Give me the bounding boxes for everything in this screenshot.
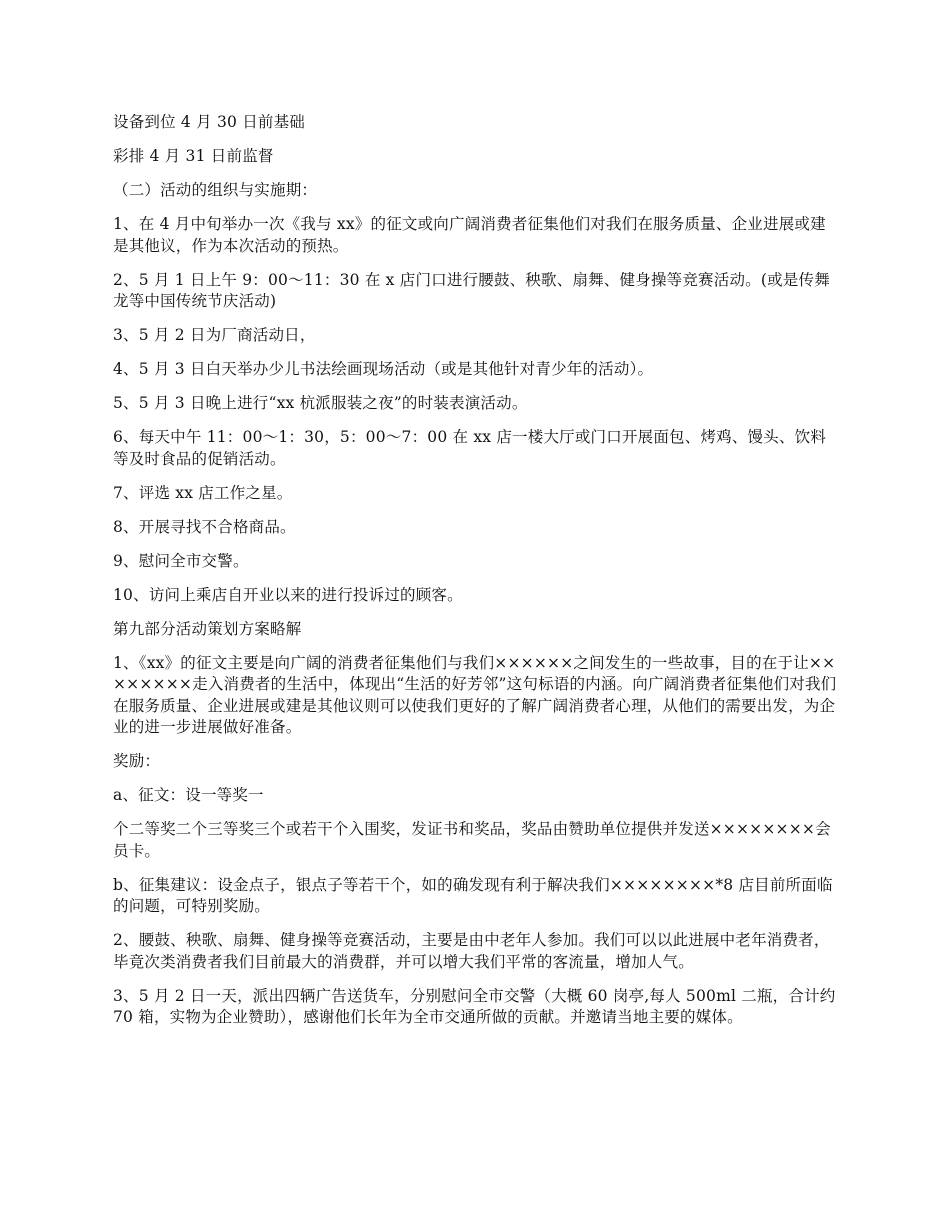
paragraph-item-10: 10、访问上乘店自开业以来的进行投诉过的顾客。 (113, 585, 463, 604)
paragraph-essay-explanation: 1、《xx》的征文主要是向广阔的消费者征集他们与我们××××××之间发生的一些故事，目的在于让××××××××走入消费者的生活中，体现出“生活的好芳邻”这句标语的内涵。向广阔消费者征集他们对我们在服务质量、企业进展或建是其他议则可以使我们更好的了解广阔消费者心理，从他们的需要出发，为企业的进一步进展做好准备。 (113, 653, 837, 736)
paragraph-item-3: 3、5 月 2 日为厂商活动日， (113, 326, 316, 344)
paragraph-item-6: 6、每天中午 11：00～1：30，5：00～7：00 在 xx 店一楼大厅或门口开展面包、烤鸡、馒头、饮料等及时食品的促销活动。 (113, 428, 827, 468)
paragraph-item-8: 8、开展寻找不合格商品。 (113, 517, 296, 536)
paragraph-rewards-label: 奖励： (113, 752, 161, 770)
paragraph-item-7: 7、评选 xx 店工作之星。 (113, 483, 293, 502)
paragraph-item-2: 2、5 月 1 日上午 9：00～11：30 在 x 店门口进行腰鼓、秧歌、扇舞、健身操等竞赛活动。(或是传舞龙等中国传统节庆活动) (113, 270, 830, 310)
paragraph-rehearsal: 彩排 4 月 31 日前监督 (113, 147, 274, 165)
document-page (113, 112, 839, 1041)
section-heading-organization: （二）活动的组织与实施期： (113, 181, 318, 199)
paragraph-reward-a: a、征文：设一等奖一 (113, 786, 264, 804)
paragraph-reward-b: b、征集建议：设金点子，银点子等若干个，如的确发现有利于解决我们××××××××*8 店目前所面临的问题，可特别奖励。 (113, 875, 833, 915)
paragraph-explanation-3: 3、5 月 2 日一天，派出四辆广告送货车，分别慰问全市交警（大概 60 岗亭,每人 500ml 二瓶，合计约 70 箱，实物为企业赞助），感谢他们长年为全市交通所做的贡献。并邀请当地主要的媒体。 (113, 986, 836, 1026)
paragraph-item-5: 5、5 月 3 日晚上进行“xx 杭派服装之夜”的时装表演活动。 (113, 394, 528, 412)
paragraph-explanation-2: 2、腰鼓、秧歌、扇舞、健身操等竞赛活动，主要是由中老年人参加。我们可以以此进展中老年消费者，毕竟次类消费者我们目前最大的消费群，并可以增大我们平常的客流量，增加人气。 (113, 931, 830, 971)
paragraph-equipment: 设备到位 4 月 30 日前基础 (113, 113, 305, 131)
paragraph-item-4: 4、5 月 3 日白天举办少儿书法绘画现场活动（或是其他针对青少年的活动）。 (113, 360, 654, 378)
paragraph-item-9: 9、慰问全市交警。 (113, 551, 249, 570)
section-heading-part-nine: 第九部分活动策划方案略解 (113, 619, 302, 638)
paragraph-reward-a-detail: 个二等奖二个三等奖三个或若干个入围奖，发证书和奖品，奖品由赞助单位提供并发送××××××××会员卡。 (113, 820, 831, 860)
paragraph-item-1: 1、在 4 月中旬举办一次《我与 xx》的征文或向广阔消费者征集他们对我们在服务质量、企业进展或建是其他议，作为本次活动的预热。 (113, 215, 826, 255)
